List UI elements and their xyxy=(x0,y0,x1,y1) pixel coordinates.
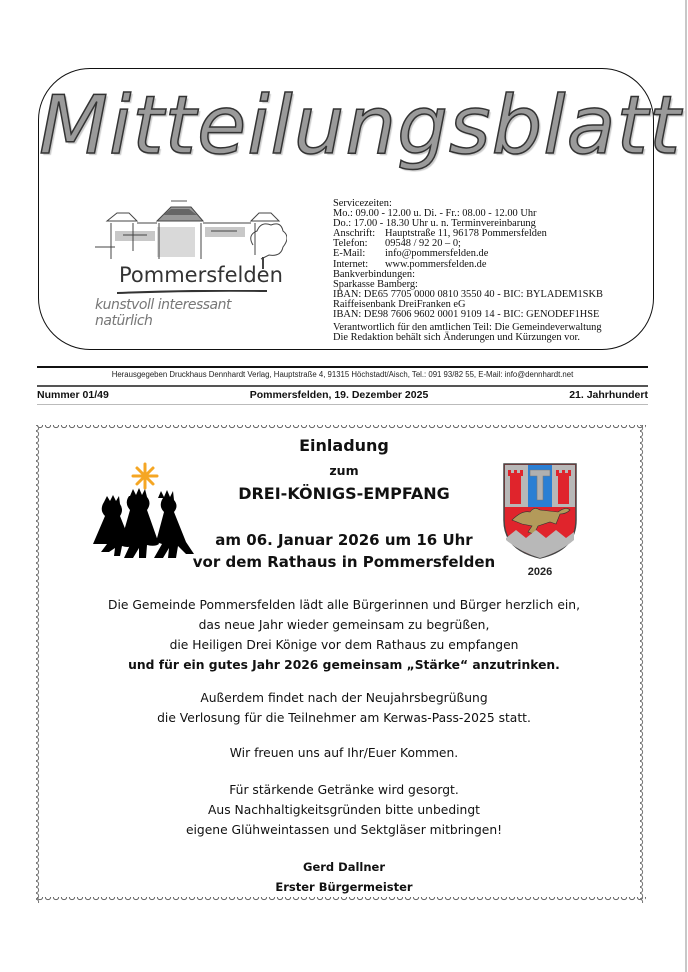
editorial-disclaimer: Die Redaktion behält sich Änderungen und Kürzungen vor. xyxy=(333,332,581,344)
invitation-highlight: und für ein gutes Jahr 2026 gemeinsam „Stärke“ anzutrinken. xyxy=(128,658,560,672)
invitation-zum: zum xyxy=(329,463,359,478)
signature-name: Gerd Dallner xyxy=(303,860,385,874)
invitation-paragraph-2: Außerdem findet nach der Neujahrsbegrüßung die Verlosung für die Teilnehmer am Kerwas-Pass-2025 statt. xyxy=(157,691,531,725)
invitation-place: vor dem Rathaus in Pommersfelden xyxy=(192,553,496,571)
frame-border-top xyxy=(36,425,646,431)
invitation-paragraph-3: Wir freuen uns auf Ihr/Euer Kommen. xyxy=(229,746,459,760)
bank-heading: Bankverbindungen: xyxy=(333,268,415,280)
invitation-event-title: DREI-KÖNIGS-EMPFANG xyxy=(238,484,450,503)
newsletter-title: Mitteilungsblatt xyxy=(39,79,682,172)
contact-phone: Telefon: 09548 / 92 20 – 0; xyxy=(333,238,461,250)
logo-tagline: kunstvoll interessant natürlich xyxy=(95,297,231,329)
signature xyxy=(0,857,688,897)
contact-website: Internet: www.pommersfelden.de xyxy=(333,258,487,270)
invitation-date: am 06. Januar 2026 um 16 Uhr xyxy=(215,531,473,549)
signature-title: Erster Bürgermeister xyxy=(275,880,413,894)
issue-century: 21. Jahrhundert xyxy=(569,389,648,401)
divider xyxy=(37,366,648,368)
bank-1-name: Sparkasse Bamberg: xyxy=(333,278,418,290)
invitation-heading: Einladung xyxy=(299,436,389,455)
issue-place-date: Pommersfelden, 19. Dezember 2025 xyxy=(249,389,429,401)
email-link[interactable]: info@pommersfelden.de xyxy=(385,248,489,260)
divider xyxy=(37,404,648,405)
invitation-paragraph-4: Für stärkende Getränke wird gesorgt. Aus Nachhaltigkeitsgründen bitte unbedingt eigene Glühweintassen und Sektgläser mitbringen! xyxy=(185,783,503,837)
contact-address: Anschrift: Hauptstraße 11, 96178 Pommersfelden xyxy=(333,228,547,240)
website-link[interactable]: www.pommersfelden.de xyxy=(385,258,487,270)
municipality-info xyxy=(333,199,603,343)
logo-underline xyxy=(117,290,267,294)
frame-border-bottom xyxy=(36,897,646,903)
responsible-note: Verantwortlich für den amtlichen Teil: Die Gemeindeverwaltung xyxy=(333,322,602,334)
masthead xyxy=(38,68,682,350)
publisher-line: Herausgegeben Druckhaus Dennhardt Verlag, Hauptstraße 4, 91315 Höchstadt/Aisch, Tel.: 091 93/82 55, E-Mail: info@dennhardt.net xyxy=(111,370,574,379)
invitation-paragraph-1: Die Gemeinde Pommersfelden lädt alle Bürgerinnen und Bürger herzlich ein, das neue Jahr wieder gemeinsam zu begrüßen, die Heiligen Drei Könige vor dem Rathaus zu empfangen und für ein gutes Jahr 2026 gemeinsam „Stärke“ anzutrinken. xyxy=(0,595,688,675)
issue-number: Nummer 01/49 xyxy=(37,389,109,401)
service-hours-1: Mo.: 09.00 - 12.00 u. Di. - Fr.: 08.00 - 12.00 Uhr xyxy=(333,208,537,220)
bank-2-iban: IBAN: DE98 7606 9602 0001 9109 14 - BIC: GENODEF1HSE xyxy=(333,309,600,321)
castle-drawing-icon xyxy=(87,199,287,269)
crest-year: 2026 xyxy=(527,566,553,578)
service-heading: Servicezeiten: xyxy=(333,198,392,209)
bank-2-name: Raiffeisenbank DreiFranken eG xyxy=(333,298,466,310)
bank-1-iban: IBAN: DE65 7705 0000 0810 3550 40 - BIC: BYLADEM1SKB xyxy=(333,288,603,300)
divider xyxy=(37,385,648,387)
issue-info-row xyxy=(37,389,648,401)
municipality-logo xyxy=(87,199,287,329)
service-hours-2: Do.: 17.00 - 18.30 Uhr u. n. Terminvereinbarung xyxy=(333,218,536,230)
contact-email: E-Mail: info@pommersfelden.de xyxy=(333,248,489,260)
logo-name: Pommersfelden xyxy=(119,263,283,287)
